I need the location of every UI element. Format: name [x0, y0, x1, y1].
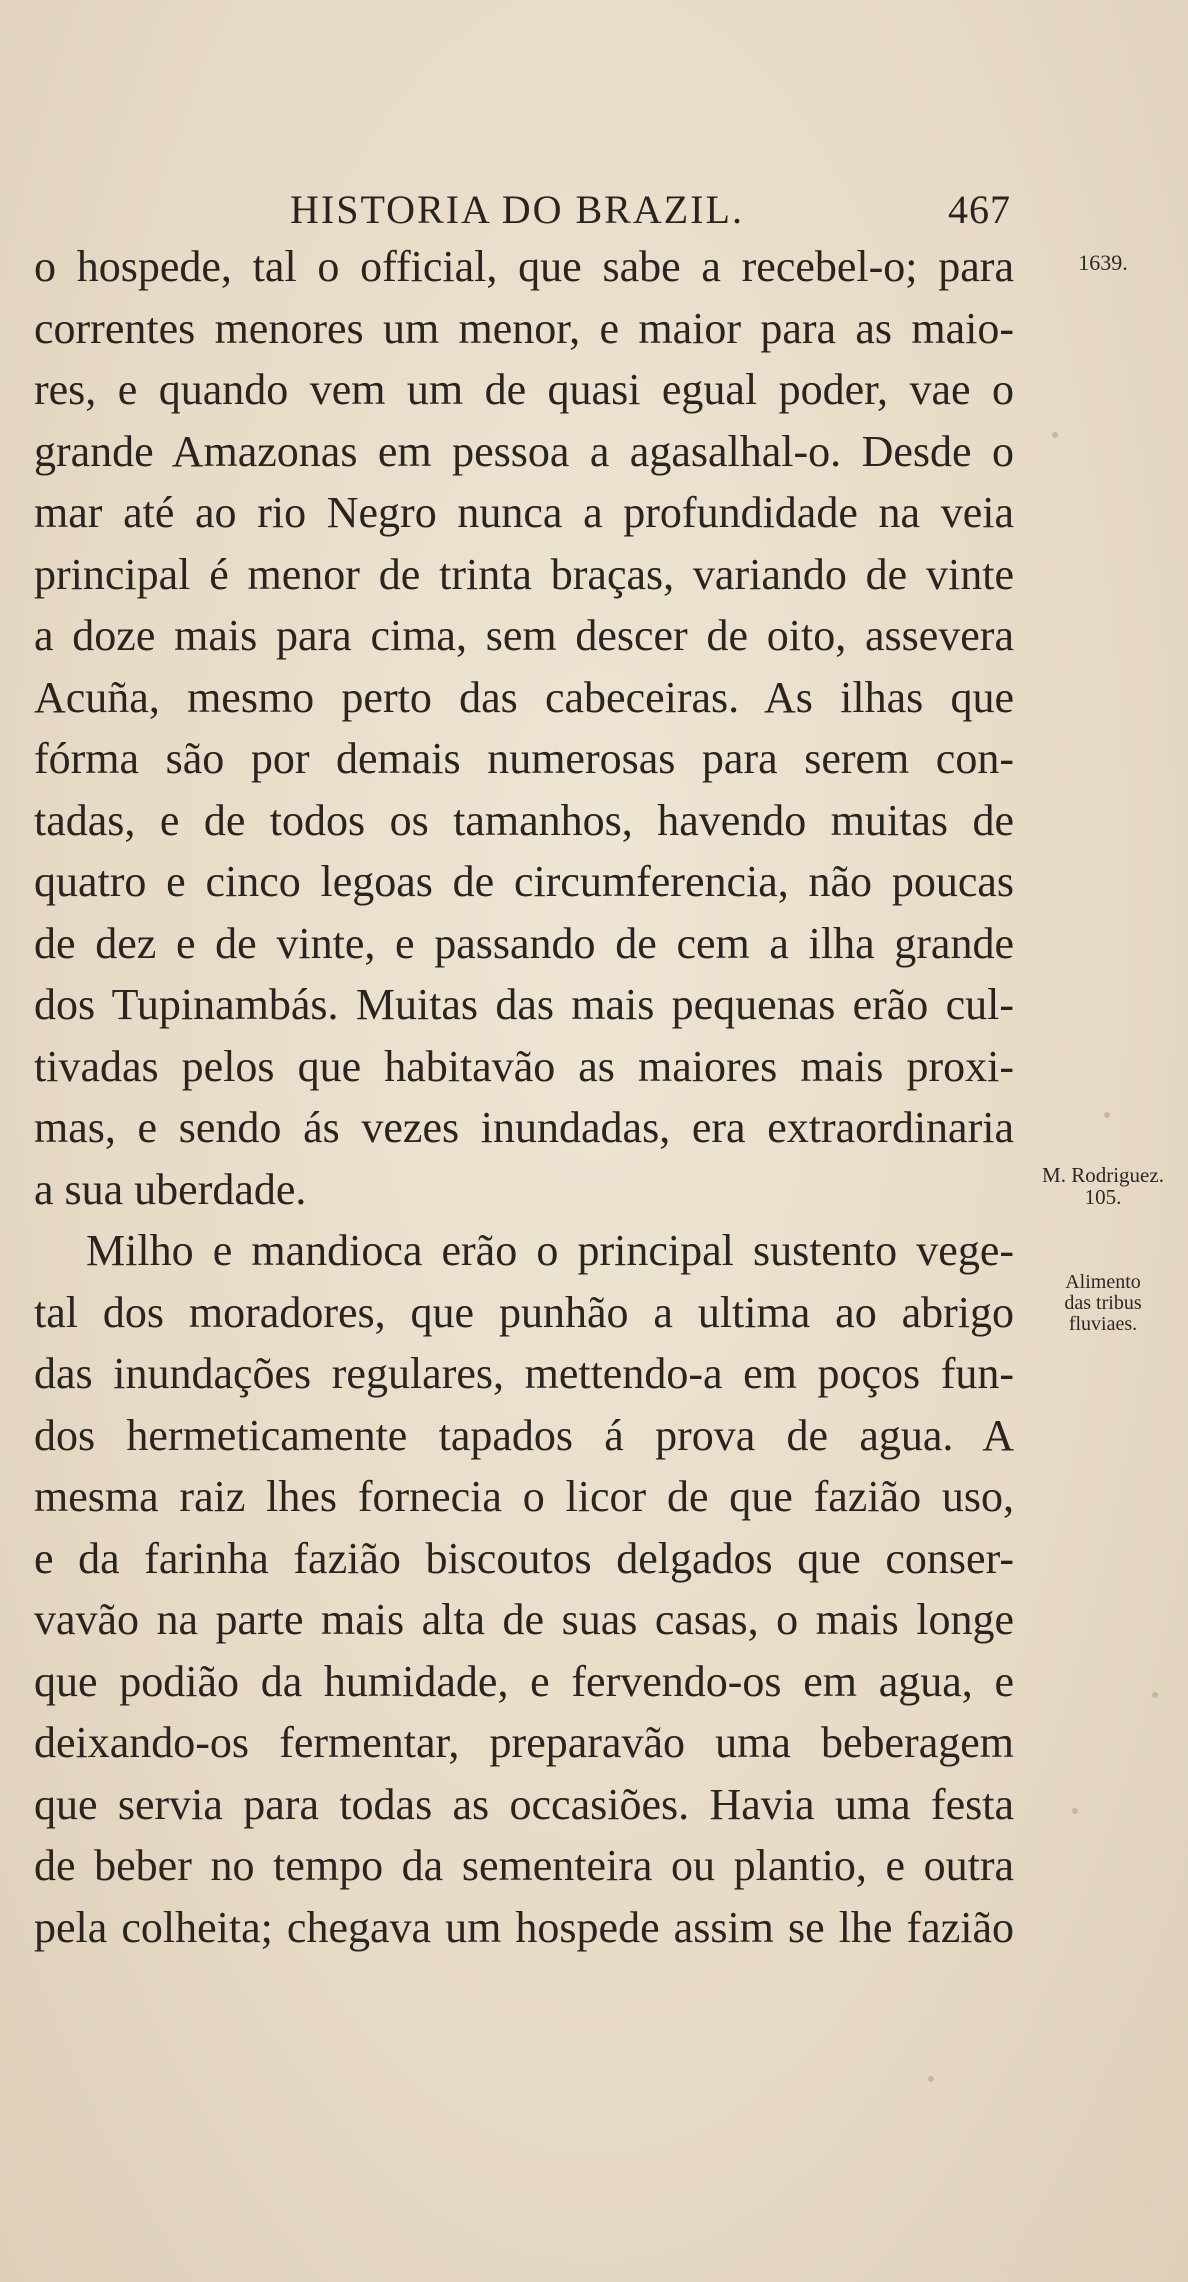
text-line: dos Tupinambás. Muitas das mais pequenas erão cul-: [34, 980, 1014, 1029]
text-line: correntes menores um menor, e maior para as maio-: [34, 303, 1014, 353]
margin-year: 1639.: [1078, 250, 1128, 275]
paper-speck: [1104, 1112, 1110, 1118]
margin-reference-page: 105.: [1084, 1185, 1122, 1209]
paper-speck: [1052, 432, 1058, 438]
paper-speck: [1152, 1692, 1158, 1698]
text-line: dos hermeticamente tapados á prova de agua. A: [34, 1410, 1014, 1460]
text-line: que servia para todas as occasiões. Havia uma festa: [34, 1779, 1014, 1829]
text-line: pela colheita; chegava um hospede assim se lhe fazião: [34, 1902, 1014, 1952]
text-line: vavão na parte mais alta de suas casas, o mais longe: [34, 1595, 1014, 1644]
text-line: a doze mais para cima, sem descer de oito, assevera: [34, 611, 1014, 660]
margin-sidenote-line: fluviaes.: [1068, 1313, 1138, 1335]
text-line: tivadas pelos que habitavão as maiores mais proxi-: [34, 1041, 1014, 1091]
text-line: mesma raiz lhes fornecia o licor de que fazião uso,: [34, 1472, 1014, 1521]
text-line: que podião da humidade, e fervendo-os em agua, e: [34, 1656, 1014, 1706]
margin-reference-author: M. Rodriguez.: [1042, 1163, 1164, 1187]
text-line: mar até ao rio Negro nunca a profundidade na veia: [34, 488, 1014, 537]
margin-sidenote: [1018, 1272, 1188, 1335]
text-line: e da farinha fazião biscoutos delgados que conser-: [34, 1533, 1014, 1583]
text-line: de beber no tempo da sementeira ou plantio, e outra: [34, 1841, 1014, 1890]
text-line: o hospede, tal o official, que sabe a recebel-o; para: [34, 242, 1014, 291]
margin-reference: [1018, 1164, 1188, 1208]
page-number: 467: [948, 187, 1011, 232]
running-head: [0, 180, 1188, 240]
text-line: tadas, e de todos os tamanhos, havendo muitas de: [34, 795, 1014, 845]
text-line: das inundações regulares, mettendo-a em poços fun-: [34, 1349, 1014, 1398]
text-line: a sua uberdade.: [34, 1164, 307, 1214]
paper-speck: [928, 2076, 934, 2082]
text-line: mas, e sendo ás vezes inundadas, era extraordinaria: [34, 1103, 1014, 1152]
running-title: HISTORIA DO BRAZIL.: [290, 187, 744, 232]
text-line: res, e quando vem um de quasi egual poder, vae o: [34, 365, 1014, 414]
margin-notes: [1018, 0, 1188, 2282]
paper-speck: [1072, 1808, 1078, 1814]
text-line: tal dos moradores, que punhão a ultima ao abrigo: [34, 1287, 1014, 1337]
text-line: principal é menor de trinta braças, variando de vinte: [34, 549, 1014, 599]
text-line: fórma são por demais numerosas para serem con-: [34, 734, 1014, 783]
margin-sidenote-line: Alimento: [1065, 1271, 1141, 1293]
text-line: Milho e mandioca erão o principal sustento vege-: [86, 1226, 1014, 1275]
margin-sidenote-line: das tribus: [1064, 1292, 1142, 1314]
text-line: deixando-os fermentar, preparavão uma beberagem: [34, 1718, 1014, 1767]
text-line: de dez e de vinte, e passando de cem a ilha grande: [34, 918, 1014, 968]
text-line: quatro e cinco legoas de circumferencia, não poucas: [34, 857, 1014, 906]
text-line: grande Amazonas em pessoa a agasalhal-o. Desde o: [34, 426, 1014, 476]
text-line: Acuña, mesmo perto das cabeceiras. As ilhas que: [34, 672, 1014, 722]
body-text: [34, 236, 1014, 1958]
